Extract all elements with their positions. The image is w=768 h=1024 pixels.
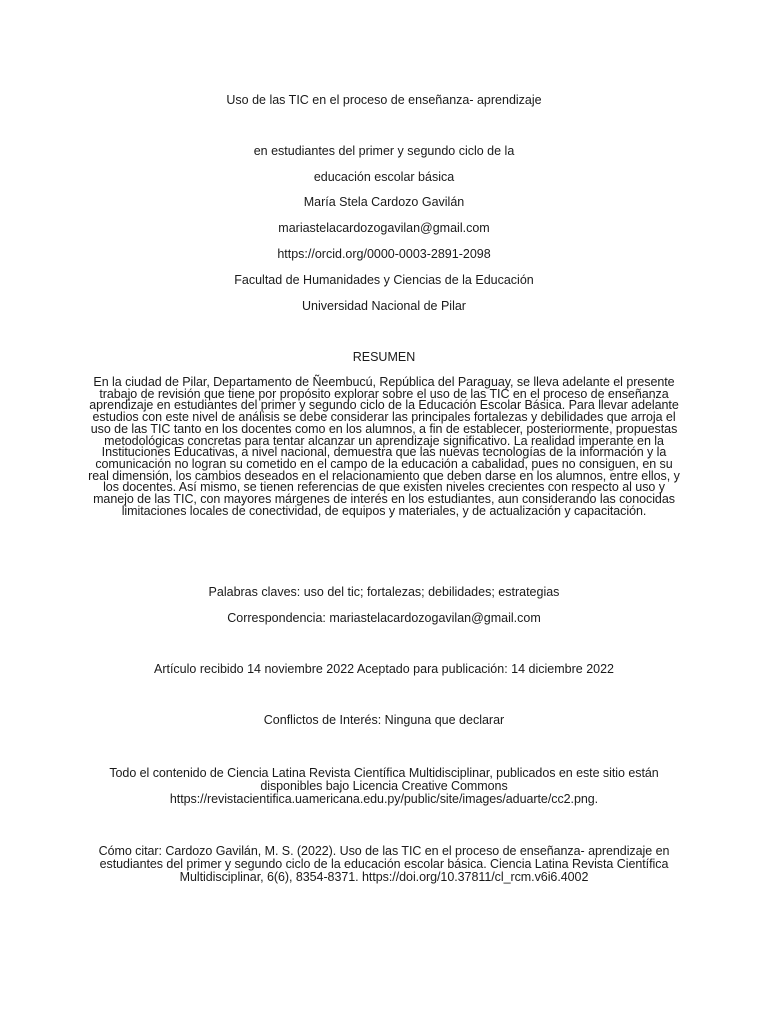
license-paragraph: Todo el contenido de Ciencia Latina Revista Científica Multidisciplinar, publicados en este sitio están disponibles bajo Licencia Creative Commons https://revistacientifica.uamericana.edu.py/public/site/images/aduarte/cc2.png. bbox=[109, 766, 659, 807]
author-name: María Stela Cardozo Gavilán bbox=[303, 195, 465, 209]
resumen-heading: RESUMEN bbox=[352, 350, 416, 364]
received-accepted: Artículo recibido 14 noviembre 2022 Aceptado para publicación: 14 diciembre 2022 bbox=[153, 662, 615, 676]
author-orcid[interactable]: https://orcid.org/0000-0003-2891-2098 bbox=[277, 247, 491, 261]
citation-paragraph: Cómo citar: Cardozo Gavilán, M. S. (2022). Uso de las TIC en el proceso de enseñanza- aprendizaje en estudiantes del primer y segundo ciclo de la educación escolar básica. Ciencia Latina Revista Científica Multidisciplinar, 6(6), 8354-8371. https://doi.org/10.37811/cl_rcm.v6i6.4002 bbox=[98, 844, 670, 885]
keywords: Palabras claves: uso del tic; fortalezas; debilidades; estrategias bbox=[208, 585, 560, 599]
conflicts-of-interest: Conflictos de Interés: Ninguna que declarar bbox=[263, 713, 505, 727]
title-line-2: en estudiantes del primer y segundo ciclo de la bbox=[253, 144, 515, 158]
author-email[interactable]: mariastelacardozogavilan@gmail.com bbox=[278, 221, 490, 235]
title-line-3: educación escolar básica bbox=[313, 170, 455, 184]
resumen-paragraph: En la ciudad de Pilar, Departamento de Ñeembucú, República del Paraguay, se lleva adelante el presente trabajo de revisión que tiene por propósito explorar sobre el uso de las TIC en el proceso de enseñanza aprendizaje en estudiantes del primer y segundo ciclo de la Educación Escolar Básica. Para llevar adelante estudios con este nivel de análisis se debe considerar las principales fortalezas y debilidades que arroja el uso de las TIC tanto en los docentes como en los alumnos, a fin de establecer, posteriormente, propuestas metodológicas concretas para tentar alcanzar un aprendizaje significativo. La realidad imperante en la Instituciones Educativas, a nivel nacional, demuestra que las nuevas tecnologías de la información y la comunicación no logran su cometido en el campo de la educación a cabalidad, pues no consiguen, en su real dimensión, los cambios deseados en el relacionamiento que deben darse en los alumnos, entre ellos, y los docentes. Así mismo, se tienen referencias de que existen niveles crecientes con respecto al uso y manejo de las TIC, con mayores márgenes de interés en los estudiantes, aun considerando las conocidas limitaciones locales de conectividad, de equipos y materiales, y de actualización y capacitación. bbox=[88, 375, 680, 518]
faculty: Facultad de Humanidades y Ciencias de la Educación bbox=[234, 273, 534, 287]
correspondence: Correspondencia: mariastelacardozogavilan@gmail.com bbox=[227, 611, 541, 625]
title-line-1: Uso de las TIC en el proceso de enseñanza- aprendizaje bbox=[226, 93, 542, 107]
university: Universidad Nacional de Pilar bbox=[302, 299, 466, 313]
